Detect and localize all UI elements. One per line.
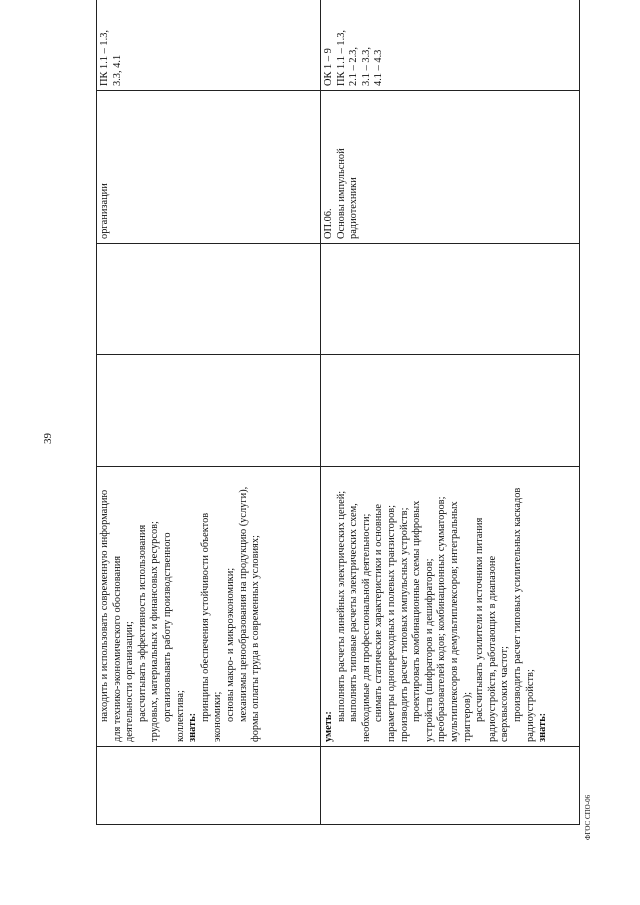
rotated-table-wrapper bbox=[96, 28, 580, 825]
knowledge-line: знать: bbox=[187, 712, 199, 742]
knowledge-line: сверхвысоких частот; bbox=[499, 646, 511, 742]
knowledge-line: проектировать комбинационные схемы цифровых bbox=[411, 500, 423, 722]
knowledge-line: необходимые для профессиональной деятельности; bbox=[360, 513, 372, 742]
table-row bbox=[321, 0, 580, 825]
knowledge-line: основы макро- и микроэкономики; bbox=[224, 567, 236, 722]
discipline-line: радиотехники bbox=[348, 177, 360, 239]
hours-cell bbox=[97, 355, 321, 467]
knowledge-line: находить и использовать современную информацию bbox=[99, 489, 110, 722]
knowledge-line: параметры однопереходных и полевых транзисторов; bbox=[385, 504, 397, 742]
code-cell bbox=[97, 747, 321, 825]
discipline-line: ОП.06. bbox=[323, 208, 334, 239]
discipline-cell bbox=[321, 91, 580, 244]
knowledge-line: триггеров); bbox=[461, 691, 473, 742]
hours-cell bbox=[321, 244, 580, 355]
knowledge-line: рассчитывать усилители и источники питания bbox=[474, 517, 486, 722]
knowledge-line: экономики; bbox=[212, 691, 224, 742]
knowledge-line: рассчитывать эффективность использования bbox=[136, 524, 148, 722]
footer-code: ФГОС СПО-06 bbox=[584, 794, 592, 840]
knowledge-cell bbox=[321, 467, 580, 747]
hours-cell bbox=[321, 355, 580, 467]
code-cell bbox=[321, 747, 580, 825]
knowledge-line: коллектива; bbox=[174, 690, 186, 742]
competency-line: ПК 1.1 – 1.3, bbox=[335, 30, 347, 86]
page-number: 39 bbox=[42, 433, 54, 444]
hours-cell bbox=[97, 244, 321, 355]
competency-cell bbox=[97, 0, 321, 91]
knowledge-line: знать: bbox=[537, 712, 549, 742]
competency-cell bbox=[321, 0, 580, 91]
knowledge-line: формы оплаты труда в современных условиях; bbox=[250, 535, 262, 742]
knowledge-line: организовывать работу производственного bbox=[161, 532, 173, 722]
knowledge-cell bbox=[97, 467, 321, 747]
knowledge-line: деятельности организации; bbox=[124, 621, 136, 742]
discipline-line: организации bbox=[99, 183, 110, 239]
competency-table bbox=[96, 0, 580, 825]
competency-line: 2.1 – 2.3, bbox=[348, 47, 360, 86]
knowledge-line: радиоустройств; bbox=[524, 669, 536, 742]
knowledge-line: уметь: bbox=[323, 711, 334, 742]
knowledge-line: производить расчет типовых усилительных каскадов bbox=[511, 487, 523, 722]
knowledge-line: механизмы ценообразования на продукцию (услуги), bbox=[237, 486, 249, 722]
competency-line: ОК 1 – 9 bbox=[323, 48, 334, 86]
knowledge-line: преобразователей кодов; комбинационных сумматоров; bbox=[436, 496, 448, 742]
knowledge-line: трудовых, материальных и финансовых ресурсов; bbox=[149, 521, 161, 742]
discipline-cell bbox=[97, 91, 321, 244]
knowledge-line: устройств (шифраторов и дешифраторов; bbox=[423, 558, 435, 742]
knowledge-line: радиоустройств, работающих в диапазоне bbox=[486, 555, 498, 742]
knowledge-line: производить расчет типовых импульсных устройств; bbox=[398, 507, 410, 742]
knowledge-line: выполнять расчеты линейных электрических цепей; bbox=[335, 490, 347, 722]
competency-line: 3.1 – 3.3, bbox=[360, 47, 372, 86]
competency-line: ПК 1.1 – 1.3, bbox=[99, 30, 110, 86]
knowledge-line: выполнять типовые расчеты электрических схем, bbox=[348, 503, 360, 722]
knowledge-line: для технико-экономического обоснования bbox=[111, 555, 123, 742]
knowledge-line: снимать статические характеристики и основные bbox=[373, 504, 385, 722]
competency-line: 3.3, 4.1 bbox=[111, 54, 123, 86]
knowledge-line: принципы обеспечения устойчивости объектов bbox=[199, 512, 211, 722]
table-row bbox=[97, 0, 321, 825]
discipline-line: Основы импульсной bbox=[335, 148, 347, 239]
knowledge-line: мультиплексоров и демультиплексоров; интегральных bbox=[448, 501, 460, 742]
competency-line: 4.1 – 4.3 bbox=[373, 49, 385, 86]
